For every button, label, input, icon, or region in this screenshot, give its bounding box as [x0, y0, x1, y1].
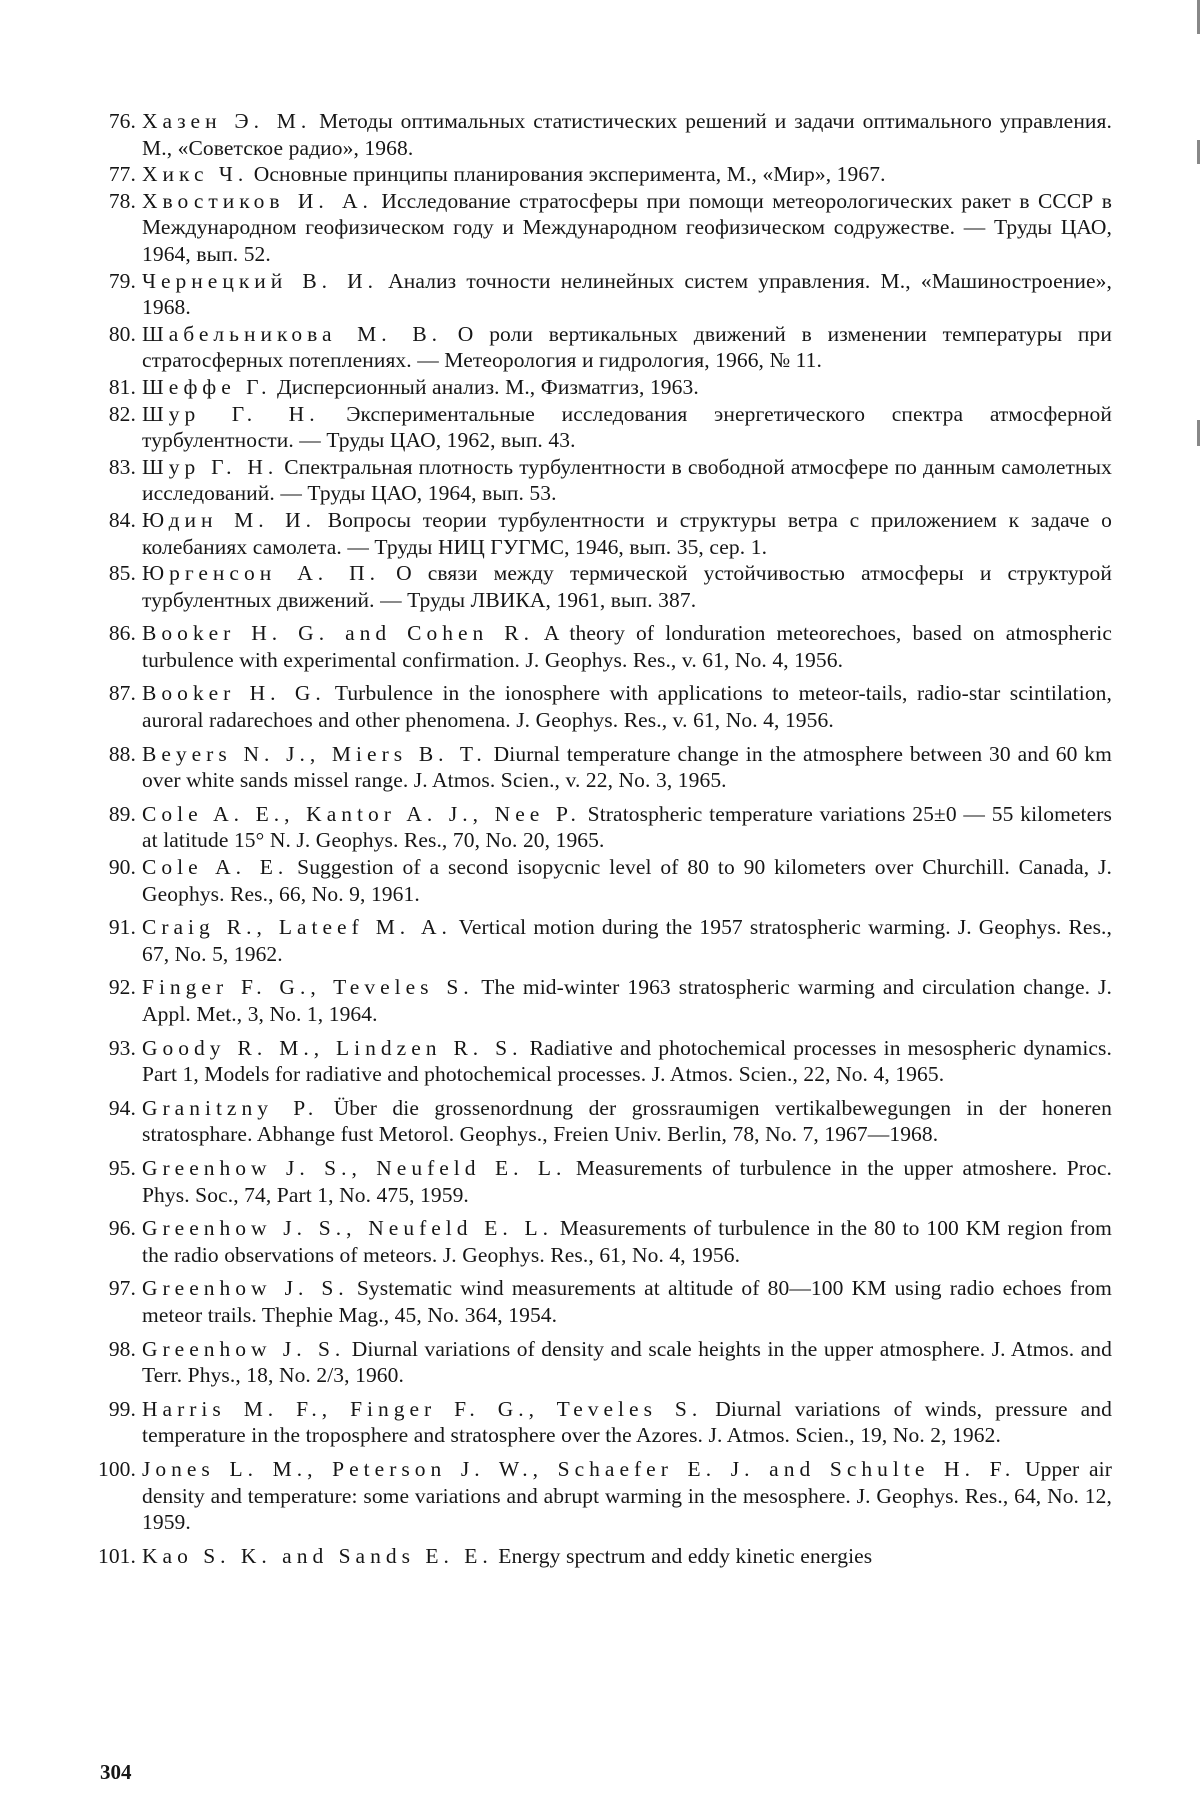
reference-text: Методы оптимальных статистических решений и задачи оптимального управления. М., «Советское радио», 1968.	[142, 109, 1112, 160]
reference-text: Über die grossenordnung der grossraumigen vertikalbewegungen in der honeren stratosphare. Abhange fust Metorol. Geophys., Freien Univ. Berlin, 78, No. 7, 1967—1968.	[142, 1095, 1112, 1147]
reference-author: Шабельникова М. В.	[142, 321, 443, 346]
reference-text: Radiative and photochemical processes in mesospheric dynamics. Part 1, Models for radiative and photochemical processes. J. Atmos. Scien., 22, No. 4, 1965.	[142, 1035, 1112, 1087]
reference-number: 89.	[108, 801, 136, 826]
reference-entry	[82, 161, 1112, 188]
reference-entry	[82, 454, 1112, 507]
reference-entry	[82, 914, 1112, 967]
reference-author: Greenhow J. S., Neufeld E. L.	[142, 1216, 554, 1241]
reference-number: 88.	[108, 741, 136, 766]
bibliography-list	[82, 108, 1112, 1569]
reference-text: Вопросы теории турбулентности и структуры ветра с приложением к задаче о колебаниях самолета. — Труды НИЦ ГУГМС, 1946, вып. 35, сер. 1.	[142, 507, 1112, 559]
reference-entry	[82, 507, 1112, 560]
reference-number: 95.	[108, 1155, 136, 1180]
reference-entry	[82, 1035, 1112, 1088]
reference-number: 84.	[108, 507, 136, 532]
reference-text: Energy spectrum and eddy kinetic energies	[492, 1543, 873, 1568]
reference-author: Cole A. E.	[142, 855, 289, 880]
reference-text: Upper air density and temperature: some variations and abrupt warming in the mesosphere. J. Geophys. Res., 64, No. 12, 1959.	[142, 1456, 1113, 1535]
page-number: 304	[100, 1760, 132, 1784]
reference-text: Дисперсионный анализ. М., Физматгиз, 1963.	[271, 374, 699, 399]
reference-number: 97.	[108, 1276, 136, 1301]
reference-entry	[82, 1215, 1112, 1268]
reference-text: Исследование стратосферы при помощи метеорологических ракет в СССР в Международном геофизическом году и Международном геофизическом содружестве. — Труды ЦАО, 1964, вып. 52.	[142, 188, 1112, 266]
reference-text: Diurnal variations of winds, pressure and temperature in the troposphere and stratosphere over the Azores. J. Atmos. Scien., 19, No. 2, 1962.	[142, 1396, 1112, 1448]
reference-author: Harris M. F., Finger F. G., Teveles S.	[142, 1396, 703, 1421]
reference-number: 82.	[108, 401, 136, 426]
reference-author: Booker H. G. and Cohen R.	[142, 621, 534, 646]
reference-author: Greenhow J. S., Neufeld E. L.	[142, 1155, 567, 1180]
reference-entry	[82, 741, 1112, 794]
reference-text: Diurnal variations of density and scale heights in the upper atmosphere. J. Atmos. and Terr. Phys., 18, No. 2/3, 1960.	[142, 1336, 1112, 1388]
reference-author: Craig R., Lateef M. A.	[142, 915, 452, 940]
reference-entry	[82, 268, 1112, 321]
reference-author: Чернецкий В. И.	[142, 268, 379, 293]
reference-text: Systematic wind measurements at altitude of 80—100 KM using radio echoes from meteor trails. Thephie Mag., 45, No. 364, 1954.	[142, 1276, 1113, 1327]
reference-author: Юргенсон А. П.	[142, 561, 380, 586]
reference-text: Measurements of turbulence in the upper atmoshere. Proc. Phys. Soc., 74, Part 1, No. 475, 1959.	[142, 1155, 1112, 1207]
reference-number: 92.	[108, 975, 136, 1000]
reference-author: Goody R. M., Lindzen R. S.	[142, 1035, 523, 1060]
reference-author: Cole A. E., Kantor A. J., Nee P.	[142, 801, 581, 826]
reference-number: 98.	[108, 1336, 136, 1361]
reference-entry	[82, 1456, 1112, 1536]
reference-number: 90.	[108, 855, 136, 880]
reference-number: 93.	[108, 1035, 136, 1060]
reference-author: Booker H. G.	[142, 681, 326, 706]
reference-number: 86.	[108, 621, 136, 646]
reference-author: Шур Г. Н.	[142, 454, 279, 479]
reference-author: Юдин М. И.	[142, 507, 317, 532]
reference-text: The mid-winter 1963 stratospheric warming and circulation change. J. Appl. Met., 3, No. 1, 1964.	[142, 975, 1112, 1026]
reference-author: Kao S. K. and Sands E. E.	[142, 1543, 493, 1568]
reference-entry	[82, 854, 1112, 907]
reference-entry	[82, 560, 1112, 613]
reference-number: 91.	[108, 915, 136, 940]
reference-number: 80.	[108, 321, 136, 346]
reference-entry	[82, 1543, 1112, 1570]
reference-entry	[82, 974, 1112, 1027]
reference-entry	[82, 188, 1112, 268]
reference-number: 76.	[108, 109, 136, 133]
reference-number: 85.	[108, 561, 136, 586]
reference-author: Шеффе Г.	[142, 374, 272, 399]
reference-number: 83.	[108, 454, 136, 479]
reference-number: 79.	[108, 268, 136, 293]
reference-text: Stratospheric temperature variations 25±0 — 55 kilometers at latitude 15° N. J. Geophys. Res., 70, No. 20, 1965.	[142, 801, 1112, 853]
reference-author: Хвостиков И. А.	[142, 188, 373, 213]
reference-text: Measurements of turbulence in the 80 to 100 KM region from the radio observations of meteors. J. Geophys. Res., 61, No. 4, 1956.	[142, 1216, 1113, 1267]
reference-entry	[82, 321, 1112, 374]
reference-number: 78.	[108, 188, 136, 213]
reference-entry	[82, 1396, 1112, 1449]
reference-number: 81.	[108, 374, 136, 399]
reference-entry	[82, 1095, 1112, 1148]
reference-text: О связи между термической устойчивостью атмосферы и структурой турбулентных движений. — Труды ЛВИКА, 1961, вып. 387.	[142, 561, 1112, 612]
reference-author: Greenhow J. S.	[142, 1336, 346, 1361]
reference-entry	[82, 374, 1112, 401]
reference-number: 94.	[108, 1095, 136, 1120]
reference-text: Suggestion of a second isopycnic level of 80 to 90 kilometers over Churchill. Canada, J. Geophys. Res., 66, No. 9, 1961.	[142, 855, 1112, 906]
reference-entry	[82, 1155, 1112, 1208]
reference-author: Шур Г. Н.	[142, 401, 320, 426]
reference-author: Хикс Ч.	[142, 162, 249, 187]
reference-number: 77.	[108, 162, 136, 187]
reference-author: Beyers N. J., Miers B. T.	[142, 741, 487, 766]
reference-number: 100.	[97, 1456, 136, 1481]
reference-entry	[82, 401, 1112, 454]
reference-entry	[82, 1275, 1112, 1328]
reference-entry	[82, 801, 1112, 854]
reference-text: Diurnal temperature change in the atmosphere between 30 and 60 km over white sands missel range. J. Atmos. Scien., v. 22, No. 3, 1965.	[142, 741, 1112, 793]
reference-number: 101.	[97, 1543, 136, 1568]
reference-author: Greenhow J. S.	[142, 1276, 349, 1301]
reference-author: Finger F. G., Teveles S.	[142, 975, 474, 1000]
reference-text: Экспериментальные исследования энергетического спектра атмосферной турбулентности. — Труды ЦАО, 1962, вып. 43.	[142, 401, 1112, 453]
reference-entry	[82, 680, 1112, 733]
reference-number: 99.	[108, 1396, 136, 1421]
reference-text: Спектральная плотность турбулентности в свободной атмосфере по данным самолетных исследований. — Труды ЦАО, 1964, вып. 53.	[142, 454, 1112, 506]
reference-entry	[82, 108, 1112, 161]
reference-text: О роли вертикальных движений в изменении температуры при стратосферных потеплениях. — Метеорология и гидрология, 1966, № 11.	[142, 321, 1112, 373]
reference-author: Jones L. M., Peterson J. W., Schaefer E. J. and Schulte H. F.	[142, 1456, 1016, 1481]
reference-text: Основные принципы планирования эксперимента, М., «Мир», 1967.	[248, 162, 886, 187]
reference-entry	[82, 620, 1112, 673]
reference-text: A theory of londuration meteorechoes, based on atmospheric turbulence with experimental confirmation. J. Geophys. Res., v. 61, No. 4, 1956.	[142, 621, 1112, 672]
reference-author: Granitzny P.	[142, 1095, 319, 1120]
reference-text: Vertical motion during the 1957 stratospheric warming. J. Geophys. Res., 67, No. 5, 1962.	[142, 915, 1112, 966]
reference-text: Анализ точности нелинейных систем управления. М., «Машиностроение», 1968.	[142, 268, 1112, 320]
reference-number: 87.	[108, 681, 136, 706]
reference-text: Turbulence in the ionosphere with applications to meteor-tails, radio-star scintilation, auroral radarechoes and other phenomena. J. Geophys. Res., v. 61, No. 4, 1956.	[142, 681, 1112, 733]
reference-entry	[82, 1336, 1112, 1389]
reference-number: 96.	[108, 1216, 136, 1241]
reference-author: Хазен Э. М.	[142, 109, 312, 133]
